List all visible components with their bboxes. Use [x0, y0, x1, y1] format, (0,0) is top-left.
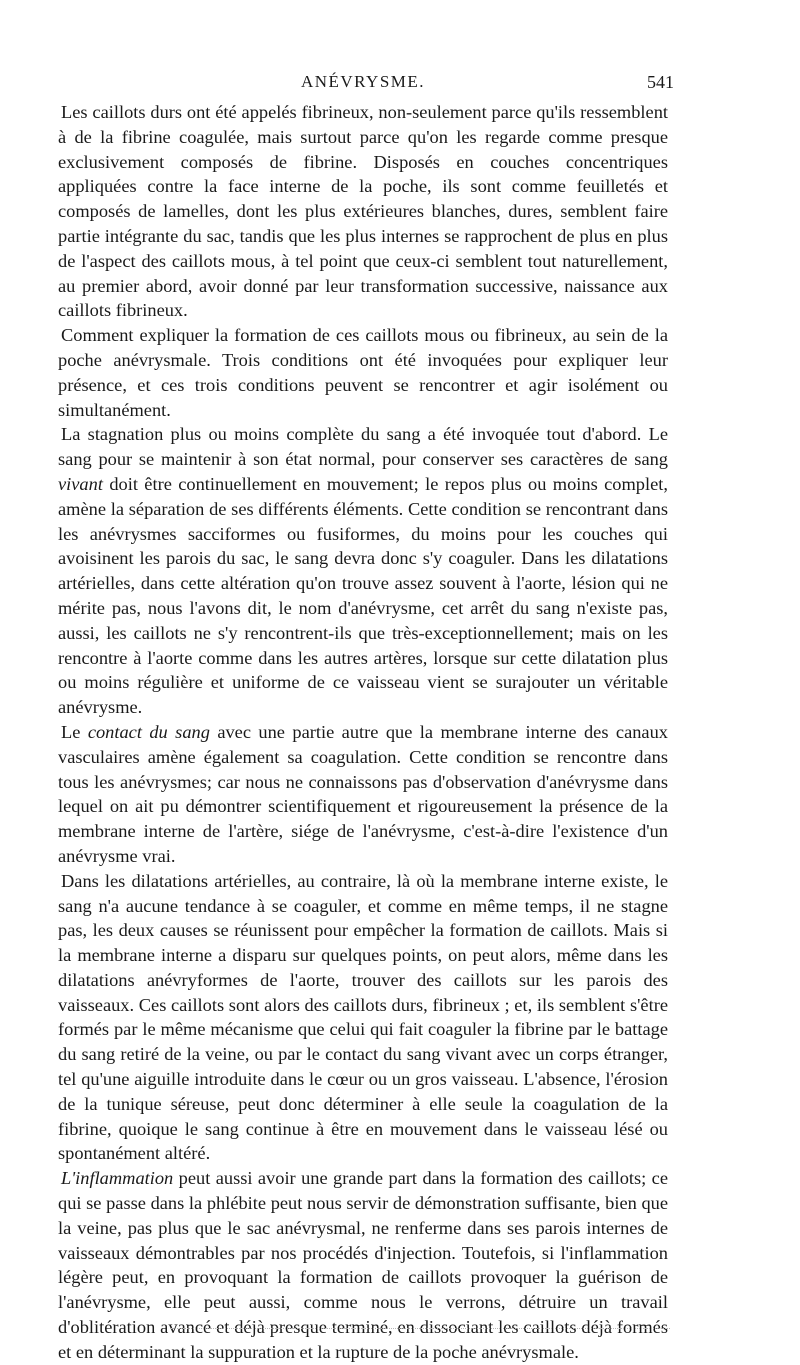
paragraph-text: La stagnation plus ou moins complète du sang a été invoquée tout d'abord. Le sang pour se maintenir à son état normal, pour conserver ses caractères de sang vivant doit être continuellement en mouvement; le repos plus ou moins complet, amène la séparation de ses différents éléments. Cette condition se rencontrant dans les anévrysmes sacciformes ou fusiformes, du moins pour les couches qui avoisinent les parois du sac, le sang devra donc s'y coaguler. Dans les dilatations artérielles, dans cette altération qu'on trouve assez souvent à l'aorte, lésion qui ne mérite pas, nous l'avons dit, le nom d'anévrysme, cet arrêt du sang n'existe pas, aussi, les caillots ne s'y rencontrent-ils que très-exceptionnellement; mais on les rencontre à l'aorte comme dans les autres artères, lorsque sur cette dilatation plus ou moins régulière et uniforme de ce vaisseau vient se surajouter un véritable anévrysme.: [58, 424, 668, 718]
italic-emphasis: contact du sang: [87, 721, 210, 742]
page-number: 541: [647, 72, 674, 92]
running-title: ANÉVRYSME.: [300, 72, 426, 91]
footer-dotted-rule: [170, 1328, 670, 1329]
paragraph-text: Les caillots durs ont été appelés fibrineux, non-seulement parce qu'ils ressemblent à de la fibrine coagulée, mais surtout parce qu'on les regarde comme presque exclusivement composés de fibrine. Disposés en couches concentriques appliquées contre la face interne de la poche, ils sont comme feuilletés et composés de lamelles, dont les plus extérieures blanches, dures, semblent faire partie intégrante du sac, tandis que les plus internes se rapprochent de plus en plus de l'aspect des caillots mous, à tel point que ceux-ci semblent tout naturellement, au premier abord, avoir donné par leur transformation successive, naissance aux caillots fibrineux.: [58, 102, 668, 321]
running-head: [58, 72, 674, 96]
paragraph-text: Dans les dilatations artérielles, au contraire, là où la membrane interne existe, le sang n'a aucune tendance à se coaguler, et comme en même temps, il ne stagne pas, les deux causes se réunissent pour empêcher la formation de caillots. Mais si la membrane interne a disparu sur quelques points, on peut alors, même dans les dilatations anévryformes de l'aorte, trouver des caillots sur les parois des vaisseaux. Ces caillots sont alors des caillots durs, fibrineux ; et, ils semblent s'être formés par le même mécanisme que celui qui fait coaguler la fibrine par le battage du sang retiré de la veine, ou par le contact du sang vivant avec un corps étranger, tel qu'une aiguille introduite dans le cœur ou un gros vaisseau. L'absence, l'érosion de la tunique séreuse, peut donc déterminer à elle seule la coagulation de la fibrine, quoique le sang continue à être en mouvement dans le vaisseau lésé ou spontanément altéré.: [58, 870, 668, 1164]
italic-emphasis: vivant: [58, 473, 103, 494]
paragraph-text: peut aussi avoir une grande part dans la formation des caillots; ce qui se passe dans la phlébite peut nous servir de démonstration suffisante, bien que la veine, pas plus que le sac anévrysmal, ne renferme dans ses parois internes de vaisseaux démontrables par nos procédés d'injection. Toutefois, si l'inflammation légère peut, en provoquant la formation de caillots provoquer la guérison de l'anévrysme, elle peut aussi, comme nous le verrons, détruire un travail d'oblitération avancé et déjà presque terminé, en dissociant les caillots déjà formés et en déterminant la suppuration et la rupture de la poche anévrysmale.: [58, 1168, 668, 1362]
paragraph-hard-clots: [58, 100, 668, 323]
paragraph-text: Le contact du sang avec une partie autre que la membrane interne des canaux vasculaires amène également sa coagulation. Cette condition se rencontre dans tous les anévrysmes; car nous ne connaissons pas d'observation d'anévrysme dans lequel on ait pu démontrer scientifiquement et rigoureusement la présence de la membrane interne de l'artère, siége de l'anévrysme, c'est-à-dire l'existence d'un anévrysme vrai.: [58, 721, 668, 866]
paragraph-contact: [58, 720, 668, 869]
paragraph-arterial-dilatations: [58, 869, 668, 1167]
paragraph-formation-question: [58, 323, 668, 422]
paragraph-text: Comment expliquer la formation de ces caillots mous ou fibrineux, au sein de la poche anévrysmale. Trois conditions ont été invoquées pour expliquer leur présence, et ces trois conditions peuvent se rencontrer et agir isolément ou simultanément.: [58, 325, 668, 420]
paragraph-stagnation: [58, 422, 668, 720]
paragraph-inflammation: [58, 1166, 668, 1364]
paragraph-lead-italic: L'inflammation: [61, 1168, 174, 1189]
body-text: [58, 100, 668, 1365]
